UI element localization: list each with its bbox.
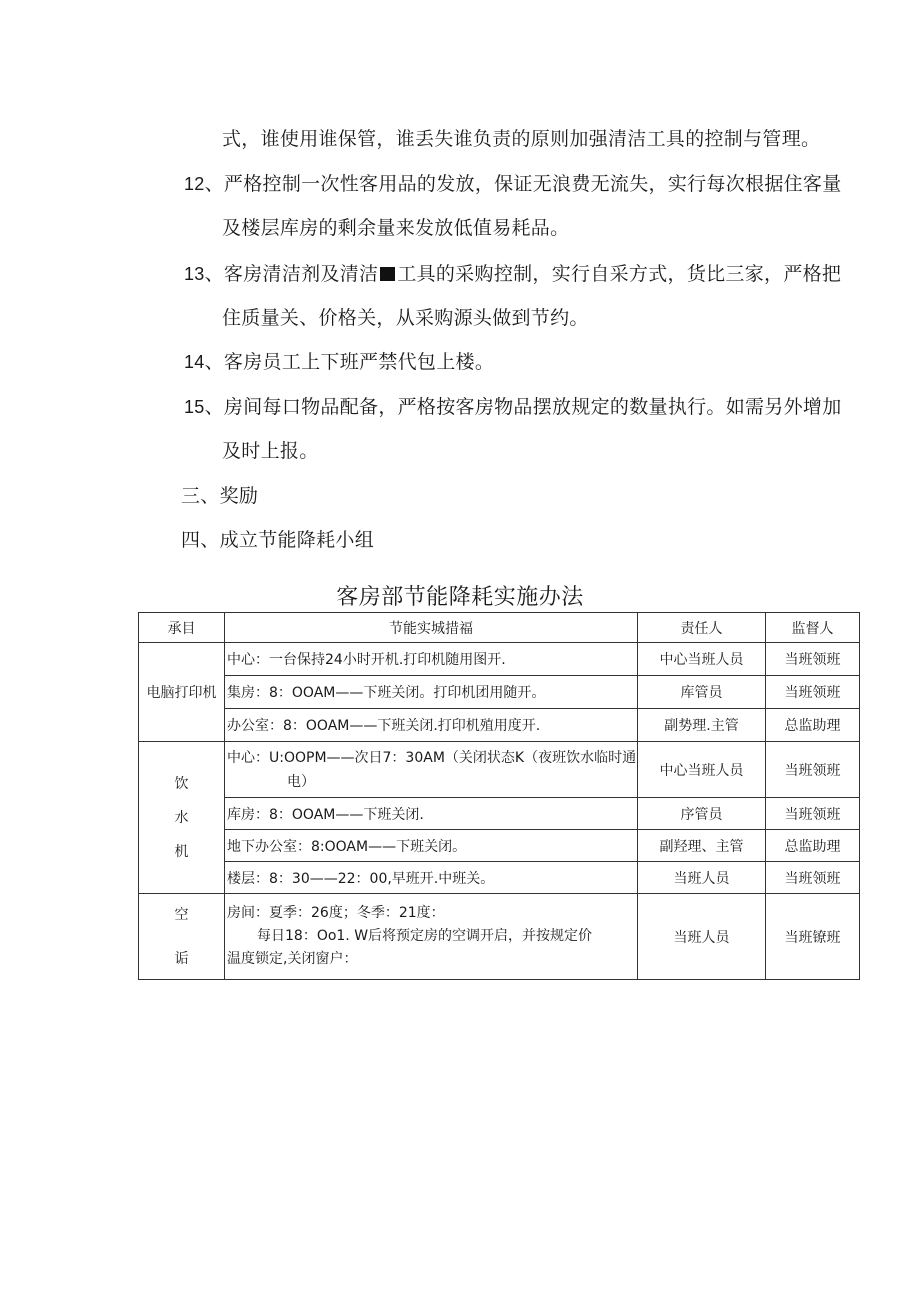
header-item: 承目 <box>139 613 225 643</box>
item-number: 14 <box>184 352 205 372</box>
responsible-cell: 副势理.主管 <box>638 709 766 742</box>
category-char: 诟 <box>174 950 189 967</box>
paragraph-15-line-2: 及时上报。 <box>222 440 319 462</box>
category-water-dispenser <box>139 742 225 894</box>
table-header-row <box>139 613 860 643</box>
header-measure: 节能实城措福 <box>225 613 638 643</box>
table-row <box>139 798 860 830</box>
supervisor-cell: 总监助理 <box>766 830 860 862</box>
measure-cell <box>225 894 638 980</box>
responsible-cell: 当班人员 <box>638 862 766 894</box>
responsible-cell: 中心当班人员 <box>638 742 766 798</box>
paragraph-text: 、房间每口物品配备，严格按客房物品摆放规定的数量执行。如需另外增加 <box>204 396 842 418</box>
measure-line: 房间：夏季：26度；冬季：21度： <box>227 905 445 921</box>
table-row <box>139 742 860 798</box>
header-supervisor: 监督人 <box>766 613 860 643</box>
paragraph-12-line-1 <box>184 172 842 196</box>
responsible-cell: 中心当班人员 <box>638 643 766 676</box>
measure-cell: 地下办公室：8:OOAM——下班关闭。 <box>225 830 638 862</box>
table-row <box>139 862 860 894</box>
paragraph-14 <box>184 350 494 374</box>
item-number: 13 <box>184 264 205 284</box>
paragraph-text: 工具的采购控制，实行自采方式，货比三家，严格把 <box>397 263 842 285</box>
supervisor-cell: 当班领班 <box>766 676 860 709</box>
supervisor-cell: 当班领班 <box>766 643 860 676</box>
table-title: 客房部节能降耗实施办法 <box>336 585 584 610</box>
paragraph-13-line-2: 住质量关、价格关，从采购源头做到节约。 <box>222 307 589 329</box>
category-air-conditioner <box>139 894 225 980</box>
paragraph-text: 、客房员工上下班严禁代包上楼。 <box>204 351 495 373</box>
table-row <box>139 676 860 709</box>
category-char: 水 <box>174 809 189 826</box>
item-number: 15 <box>184 397 205 417</box>
paragraph-text: 、严格控制一次性客用品的发放，保证无浪费无流失，实行每次根据住客量 <box>204 173 842 195</box>
supervisor-cell: 当班镣班 <box>766 894 860 980</box>
measure-cell <box>225 742 638 798</box>
supervisor-cell: 当班领班 <box>766 742 860 798</box>
measure-line: 温度锁定,关闭窗户： <box>227 951 358 967</box>
responsible-cell: 副羟理、主管 <box>638 830 766 862</box>
table-row <box>139 894 860 980</box>
category-computer-printer: 电脑打印机 <box>139 643 225 742</box>
measure-cell: 楼层：8：30——22：00,早班开.中班关。 <box>225 862 638 894</box>
measure-line: 中心：U:OOPM——次日7：30AM（关闭状态K（夜班饮水临时通 <box>227 749 637 766</box>
paragraph-11-continuation: 式，谁使用谁保管，谁丢失谁负责的原则加强清洁工具的控制与管理。 <box>222 128 821 150</box>
measure-cell: 集房：8：OOAM——下班关闭。打印机团用随开。 <box>225 676 638 709</box>
responsible-cell: 当班人员 <box>638 894 766 980</box>
section-heading-group: 四、成立节能降耗小组 <box>181 529 375 551</box>
energy-saving-table <box>138 612 860 980</box>
table-row <box>139 709 860 742</box>
measure-cell: 库房：8：OOAM——下班关闭. <box>225 798 638 830</box>
supervisor-cell: 总监助理 <box>766 709 860 742</box>
category-char: 饮 <box>174 775 189 792</box>
supervisor-cell: 当班领班 <box>766 798 860 830</box>
measure-cell: 中心：一台保持24小时开机.打印机随用图开. <box>225 643 638 676</box>
table-row <box>139 643 860 676</box>
supervisor-cell: 当班领班 <box>766 862 860 894</box>
measure-line: 每日18：Oo1. W后将预定房的空调开启，并按规定价 <box>257 928 593 944</box>
measure-line: 电） <box>287 773 315 790</box>
table-row <box>139 830 860 862</box>
section-heading-rewards: 三、奖励 <box>181 485 259 507</box>
header-responsible: 责任人 <box>638 613 766 643</box>
paragraph-12-line-2: 及楼层库房的剩余量来发放低值易耗品。 <box>222 217 570 239</box>
paragraph-text: 、客房清洁剂及清洁 <box>204 263 379 285</box>
responsible-cell: 库管员 <box>638 676 766 709</box>
responsible-cell: 序管员 <box>638 798 766 830</box>
item-number: 12 <box>184 174 205 194</box>
measure-cell: 办公室：8：OOAM——下班关闭.打印机殖用度开. <box>225 709 638 742</box>
category-char: 空 <box>174 906 189 923</box>
paragraph-13-line-1 <box>184 262 841 286</box>
black-square-mark <box>380 267 395 281</box>
paragraph-15-line-1 <box>184 395 842 419</box>
category-char: 机 <box>174 843 189 860</box>
